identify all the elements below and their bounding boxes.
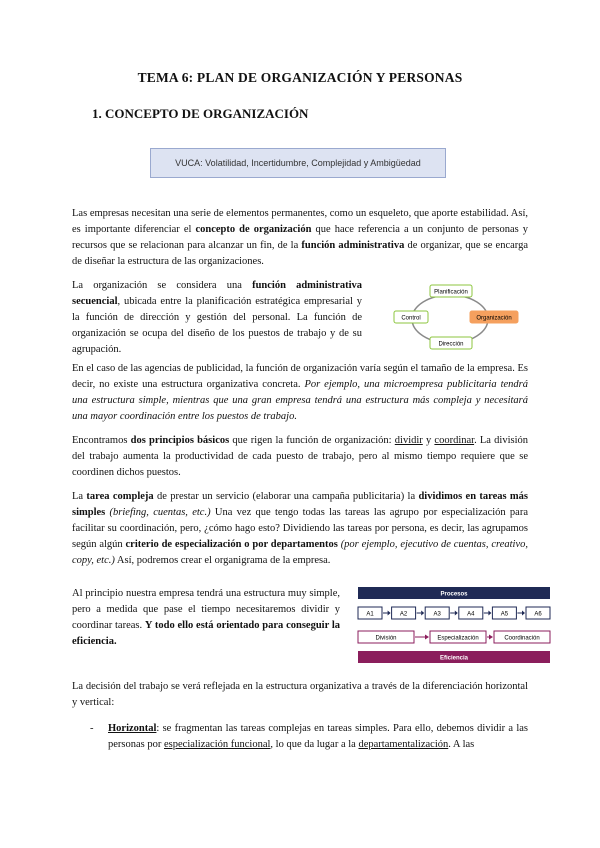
bullet-dash: - xyxy=(90,723,94,734)
task-arrow-head xyxy=(455,611,458,616)
planificacion-label: Planificación xyxy=(434,289,468,296)
procesos-label: Procesos xyxy=(440,591,468,598)
organizacion-label: Organización xyxy=(476,315,512,322)
paragraph-principios: Encontramos dos principios básicos que rigen la función de organización: dividir y coordinar. La división del trabajo aumenta la productividad de cada puesto de trabajo, pero al mismo tiempo requiere que se coordinen dichos puestos. xyxy=(72,435,528,478)
page-title: TEMA 6: PLAN DE ORGANIZACIÓN Y PERSONAS xyxy=(137,70,463,85)
task-label: A5 xyxy=(500,611,509,618)
paragraph-agencias: En el caso de las agencias de publicidad, la función de organización varía según el tamaño de la empresa. Es decir, no existe una estructura organizativa concreta. Por ejemplo, una microempresa publicitaria tendrá una estructura simple, mientras que una gran empresa tendrá una estructura más compleja y necesitará una mayor coordinación entre los puestos de trabajo. xyxy=(72,363,528,422)
control-label: Control xyxy=(401,315,421,322)
vuca-text: VUCA: Volatilidad, Incertidumbre, Complejidad y Ambigüedad xyxy=(175,158,421,168)
division-label: División xyxy=(375,635,397,642)
bullet-horizontal: Horizontal: se fragmentan las tareas complejas en tareas simples. Para ello, debemos dividir a las personas por especialización funcional, lo que da lugar a la departamentalización. A las xyxy=(108,723,528,750)
especializacion-label: Especialización xyxy=(437,635,479,642)
paragraph-decision: La decisión del trabajo se verá reflejada en la estructura organizativa a través de la diferenciación horizontal y vertical: xyxy=(72,681,528,708)
coordinacion-label: Coordinación xyxy=(504,635,540,642)
arrow-2-head xyxy=(489,635,493,640)
task-arrow-head xyxy=(522,611,525,616)
task-label: A2 xyxy=(399,611,408,618)
arrow-1-head xyxy=(425,635,429,640)
paragraph-eficiencia: Al principio nuestra empresa tendrá una estructura muy simple, pero a medida que pase el tiempo necesitaremos dividir y coordinar tareas. Y todo ello está orientado para conseguir la eficiencia. xyxy=(72,588,340,647)
paragraph-funcion-secuencial: La organización se considera una función administrativa secuencial, ubicada entre la planificación estratégica empresarial y la función de dirección y gestión del personal. La función de organización se ocupa del diseño de los puestos de trabajo y de su agrupación. xyxy=(72,280,363,355)
task-row xyxy=(358,607,550,619)
task-arrow-head xyxy=(421,611,424,616)
paragraph-intro: Las empresas necesitan una serie de elementos permanentes, como un esqueleto, que aporte estabilidad. Así, es importante diferenciar el concepto de organización que hace referencia a un conjunto de personas y recursos que se relacionan para alcanzar un fin, de la función administrativa de organizar, que se encarga de diseñar la estructura de las organizaciones. xyxy=(72,208,529,267)
task-arrow-head xyxy=(488,611,491,616)
vuca-box xyxy=(150,148,446,178)
section-heading: 1. CONCEPTO DE ORGANIZACIÓN xyxy=(92,106,309,121)
task-arrow-head xyxy=(388,611,391,616)
task-label: A4 xyxy=(467,611,475,618)
task-label: A1 xyxy=(366,611,374,618)
eficiencia-label: Eficiencia xyxy=(439,655,469,662)
task-label: A6 xyxy=(534,611,542,618)
direccion-label: Dirección xyxy=(438,341,464,348)
task-label: A3 xyxy=(433,611,441,618)
process-diagram xyxy=(356,585,552,667)
paragraph-tarea-compleja: La tarea compleja de prestar un servicio (elaborar una campaña publicitaria) la dividimos en tareas más simples (briefing, cuentas, etc.) Una vez que tengo todas las tareas las agrupo por especialización para facilitar su coordinación, pero, ¿cómo hago esto? Dividiendo las tareas por persona, es decir, las agrupamos según algún criterio de especialización o por departamentos (por ejemplo, ejecutivo de cuentas, creativo, copy, etc.) Así, podremos crear el organigrama de la empresa. xyxy=(72,491,529,566)
cycle-diagram xyxy=(392,282,532,354)
